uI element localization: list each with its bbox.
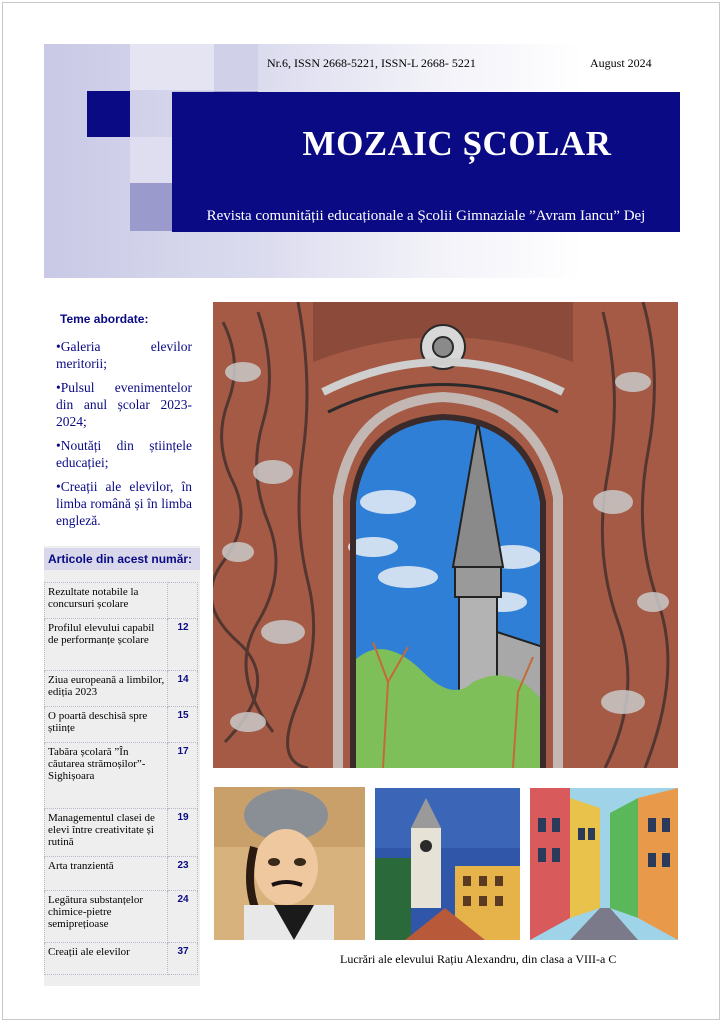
main-painting-gate <box>213 302 678 768</box>
table-row <box>45 707 198 743</box>
article-page: 24 <box>168 891 198 943</box>
article-title: Legătura substanțelor chimice-pietre semiprețioase <box>45 891 168 943</box>
table-row <box>45 891 198 943</box>
table-row <box>45 857 198 891</box>
clock-tower-painting <box>375 788 520 940</box>
themes-section <box>52 312 192 536</box>
themes-heading: Teme abordate: <box>60 312 149 326</box>
decorative-square <box>214 44 258 90</box>
article-page: 37 <box>168 943 198 975</box>
clock-tower-artwork <box>375 788 520 940</box>
magazine-subtitle: Revista comunității educaționale a Școlii Gimnaziale ”Avram Iancu” Dej <box>206 208 646 224</box>
issue-date: August 2024 <box>590 56 652 70</box>
table-row <box>45 671 198 707</box>
table-row <box>45 809 198 857</box>
article-title: Rezultate notabile la concursuri școlare <box>45 583 168 619</box>
theme-item: •Galeria elevilor meritorii; <box>56 339 192 371</box>
theme-item: •Noutăți din științele educației; <box>56 438 192 470</box>
table-row <box>45 583 198 619</box>
article-page: 15 <box>168 707 198 743</box>
article-page: 12 <box>168 619 198 671</box>
decorative-square <box>130 183 172 231</box>
street-artwork <box>530 788 678 940</box>
article-page: 23 <box>168 857 198 891</box>
article-title: Profilul elevului capabil de performanțe școlare <box>45 619 168 671</box>
article-page: 17 <box>168 743 198 809</box>
portrait-artwork <box>214 787 365 940</box>
decorative-square <box>130 137 172 183</box>
table-row <box>45 943 198 975</box>
magazine-title: MOZAIC ȘCOLAR <box>302 124 612 163</box>
article-title: Arta tranzientă <box>45 857 168 891</box>
article-title: Tabăra școlară ”În căutarea strămoșilor”- Sighișoara <box>45 743 168 809</box>
articles-heading: Articole din acest număr: <box>44 548 200 570</box>
articles-table <box>44 582 198 975</box>
decorative-square <box>87 91 130 137</box>
gate-painting-artwork <box>213 302 678 768</box>
theme-item: •Creații ale elevilor, în limba română și în limba engleză. <box>56 479 192 528</box>
article-title: Creații ale elevilor <box>45 943 168 975</box>
issue-info: Nr.6, ISSN 2668-5221, ISSN-L 2668- 5221 <box>267 56 476 70</box>
table-row <box>45 743 198 809</box>
article-title: Managementul clasei de elevi între creativitate și rutină <box>45 809 168 857</box>
theme-item: •Pulsul evenimentelor din anul școlar 2023-2024; <box>56 380 192 429</box>
portrait-painting <box>214 787 365 940</box>
article-title: O poartă deschisă spre științe <box>45 707 168 743</box>
article-title: Ziua europeană a limbilor, ediția 2023 <box>45 671 168 707</box>
street-painting <box>530 788 678 940</box>
article-page: 19 <box>168 809 198 857</box>
article-page: 14 <box>168 671 198 707</box>
table-row <box>45 619 198 671</box>
gallery-caption: Lucrări ale elevului Rațiu Alexandru, din clasa a VIII-a C <box>340 952 617 966</box>
article-page <box>168 583 198 619</box>
